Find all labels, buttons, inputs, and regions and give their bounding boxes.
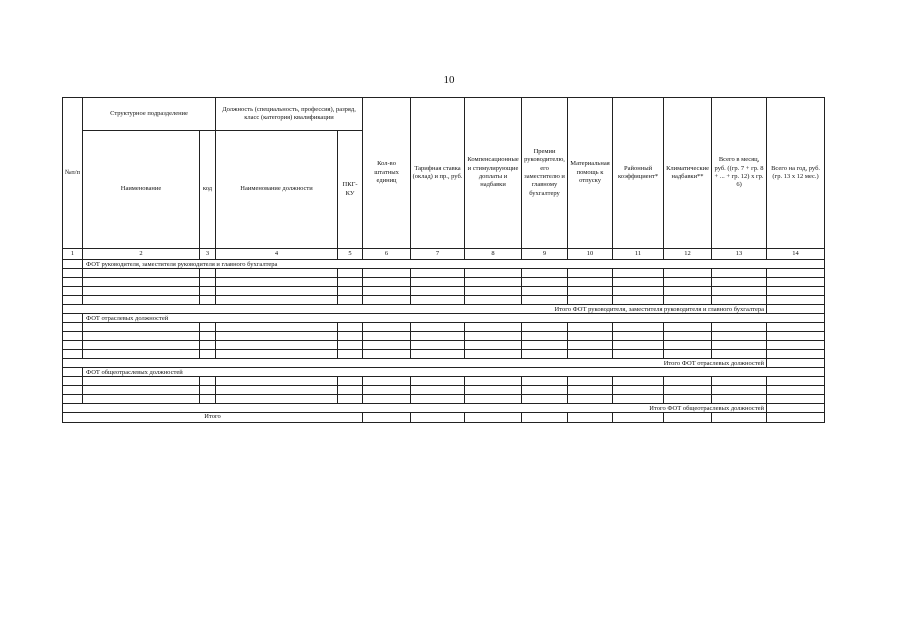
grand-total-row bbox=[63, 413, 825, 423]
table-cell bbox=[363, 386, 411, 395]
section-title: ФОТ отраслевых должностей bbox=[83, 314, 825, 323]
table-cell bbox=[712, 323, 767, 332]
table-cell bbox=[568, 278, 613, 287]
table-cell bbox=[522, 296, 568, 305]
grand-total-cell bbox=[568, 413, 613, 423]
table-cell bbox=[613, 287, 664, 296]
table-cell bbox=[767, 395, 825, 404]
table-cell bbox=[200, 386, 216, 395]
table-cell bbox=[200, 341, 216, 350]
table-cell bbox=[63, 278, 83, 287]
column-number: 5 bbox=[338, 249, 363, 260]
column-number: 11 bbox=[613, 249, 664, 260]
table-cell bbox=[83, 287, 200, 296]
table-cell bbox=[216, 278, 338, 287]
header-yearly-total: Всего на год, руб. (гр. 13 x 12 мес.) bbox=[767, 98, 825, 249]
section-title-row bbox=[63, 368, 825, 377]
section-title-row bbox=[63, 260, 825, 269]
grand-total-cell bbox=[363, 413, 411, 423]
empty-cell bbox=[63, 314, 83, 323]
table-cell bbox=[522, 332, 568, 341]
table-cell bbox=[664, 323, 712, 332]
section-total-row bbox=[63, 404, 825, 413]
table-cell bbox=[664, 350, 712, 359]
table-cell bbox=[63, 269, 83, 278]
table-cell bbox=[63, 332, 83, 341]
fot-table bbox=[62, 97, 825, 423]
table-cell bbox=[568, 323, 613, 332]
table-cell bbox=[63, 296, 83, 305]
header-position-group: Должность (специальность, профессия), разряд, класс (категория) квалификации bbox=[216, 98, 363, 131]
table-cell bbox=[712, 287, 767, 296]
table-cell bbox=[338, 278, 363, 287]
header-name: Наименование bbox=[83, 131, 200, 249]
fot-table-body bbox=[63, 260, 825, 423]
column-number: 2 bbox=[83, 249, 200, 260]
table-cell bbox=[613, 332, 664, 341]
grand-total-label: Итого bbox=[63, 413, 363, 423]
column-number: 8 bbox=[465, 249, 522, 260]
table-cell bbox=[568, 341, 613, 350]
table-cell bbox=[338, 377, 363, 386]
table-cell bbox=[465, 332, 522, 341]
table-cell bbox=[200, 323, 216, 332]
table-row bbox=[63, 287, 825, 296]
section-title-row bbox=[63, 314, 825, 323]
table-cell bbox=[363, 278, 411, 287]
table-cell bbox=[522, 287, 568, 296]
table-cell bbox=[216, 287, 338, 296]
table-cell bbox=[216, 269, 338, 278]
column-number: 4 bbox=[216, 249, 338, 260]
table-cell bbox=[363, 332, 411, 341]
table-cell bbox=[411, 341, 465, 350]
table-cell bbox=[767, 269, 825, 278]
section-total-value bbox=[767, 404, 825, 413]
table-cell bbox=[338, 350, 363, 359]
table-cell bbox=[465, 287, 522, 296]
table-cell bbox=[411, 350, 465, 359]
table-cell bbox=[411, 386, 465, 395]
table-cell bbox=[363, 395, 411, 404]
table-cell bbox=[63, 287, 83, 296]
table-row bbox=[63, 377, 825, 386]
table-row bbox=[63, 278, 825, 287]
table-cell bbox=[522, 350, 568, 359]
grand-total-cell bbox=[767, 413, 825, 423]
table-cell bbox=[712, 386, 767, 395]
table-cell bbox=[83, 323, 200, 332]
grand-total-cell bbox=[664, 413, 712, 423]
table-cell bbox=[338, 269, 363, 278]
section-title: ФОТ общеотраслевых должностей bbox=[83, 368, 825, 377]
header-struct-div: Структурное подразделение bbox=[83, 98, 216, 131]
table-cell bbox=[411, 323, 465, 332]
table-cell bbox=[83, 377, 200, 386]
table-cell bbox=[63, 395, 83, 404]
header-num: №п/п bbox=[63, 98, 83, 249]
table-cell bbox=[522, 395, 568, 404]
table-cell bbox=[613, 386, 664, 395]
grand-total-cell bbox=[522, 413, 568, 423]
table-cell bbox=[712, 341, 767, 350]
table-cell bbox=[200, 287, 216, 296]
table-cell bbox=[613, 395, 664, 404]
table-cell bbox=[363, 287, 411, 296]
table-cell bbox=[338, 323, 363, 332]
table-cell bbox=[664, 278, 712, 287]
header-climatic: Климатические надбавки** bbox=[664, 98, 712, 249]
table-cell bbox=[712, 278, 767, 287]
table-cell bbox=[216, 386, 338, 395]
table-cell bbox=[613, 377, 664, 386]
header-staff-units: Кол-во штатных единиц bbox=[363, 98, 411, 249]
header-code: код bbox=[200, 131, 216, 249]
column-number: 6 bbox=[363, 249, 411, 260]
column-number: 7 bbox=[411, 249, 465, 260]
table-cell bbox=[465, 341, 522, 350]
table-cell bbox=[363, 341, 411, 350]
table-cell bbox=[411, 278, 465, 287]
table-row bbox=[63, 323, 825, 332]
table-cell bbox=[363, 377, 411, 386]
column-number: 13 bbox=[712, 249, 767, 260]
table-row bbox=[63, 332, 825, 341]
table-cell bbox=[522, 269, 568, 278]
table-cell bbox=[200, 395, 216, 404]
column-number: 14 bbox=[767, 249, 825, 260]
table-cell bbox=[216, 341, 338, 350]
table-cell bbox=[613, 341, 664, 350]
table-cell bbox=[568, 296, 613, 305]
table-cell bbox=[767, 377, 825, 386]
grand-total-cell bbox=[613, 413, 664, 423]
table-cell bbox=[465, 278, 522, 287]
table-cell bbox=[712, 296, 767, 305]
header-bonus: Премии руководителю, его заместителю и главному бухгалтеру bbox=[522, 98, 568, 249]
table-cell bbox=[568, 350, 613, 359]
table-cell bbox=[338, 287, 363, 296]
column-numbers-row bbox=[63, 249, 825, 260]
table-cell bbox=[767, 332, 825, 341]
column-number: 12 bbox=[664, 249, 712, 260]
table-cell bbox=[83, 269, 200, 278]
table-cell bbox=[712, 350, 767, 359]
grand-total-cell bbox=[465, 413, 522, 423]
table-cell bbox=[613, 350, 664, 359]
table-cell bbox=[568, 386, 613, 395]
section-total-label: Итого ФОТ руководителя, заместителя руководителя и главного бухгалтера bbox=[63, 305, 767, 314]
table-cell bbox=[216, 377, 338, 386]
table-cell bbox=[664, 377, 712, 386]
table-cell bbox=[767, 296, 825, 305]
table-cell bbox=[411, 269, 465, 278]
table-cell bbox=[338, 386, 363, 395]
table-cell bbox=[522, 377, 568, 386]
table-cell bbox=[83, 350, 200, 359]
table-row bbox=[63, 296, 825, 305]
header-material-aid: Материальная помощь к отпуску bbox=[568, 98, 613, 249]
section-title: ФОТ руководителя, заместителя руководителя и главного бухгалтера bbox=[83, 260, 825, 269]
empty-cell bbox=[63, 368, 83, 377]
table-cell bbox=[411, 395, 465, 404]
table-cell bbox=[200, 278, 216, 287]
table-cell bbox=[712, 269, 767, 278]
table-cell bbox=[664, 269, 712, 278]
table-cell bbox=[83, 278, 200, 287]
table-cell bbox=[522, 323, 568, 332]
table-cell bbox=[613, 278, 664, 287]
table-row bbox=[63, 395, 825, 404]
table-cell bbox=[216, 323, 338, 332]
table-cell bbox=[200, 377, 216, 386]
table-cell bbox=[83, 341, 200, 350]
table-cell bbox=[83, 332, 200, 341]
table-cell bbox=[63, 386, 83, 395]
table-cell bbox=[83, 395, 200, 404]
table-cell bbox=[216, 296, 338, 305]
section-total-value bbox=[767, 359, 825, 368]
table-cell bbox=[465, 296, 522, 305]
table-cell bbox=[63, 350, 83, 359]
table-cell bbox=[767, 287, 825, 296]
table-cell bbox=[216, 350, 338, 359]
header-position-name: Наименование должности bbox=[216, 131, 338, 249]
column-number: 9 bbox=[522, 249, 568, 260]
table-cell bbox=[465, 395, 522, 404]
table-cell bbox=[767, 350, 825, 359]
section-total-label: Итого ФОТ отраслевых должностей bbox=[63, 359, 767, 368]
table-cell bbox=[63, 341, 83, 350]
table-cell bbox=[63, 377, 83, 386]
table-row bbox=[63, 341, 825, 350]
table-cell bbox=[465, 386, 522, 395]
table-cell bbox=[522, 386, 568, 395]
section-total-value bbox=[767, 305, 825, 314]
header-compensation: Компенсационные и стимулирующие доплаты и надбавки bbox=[465, 98, 522, 249]
table-cell bbox=[568, 377, 613, 386]
table-cell bbox=[664, 287, 712, 296]
table-cell bbox=[664, 332, 712, 341]
table-cell bbox=[664, 386, 712, 395]
table-cell bbox=[363, 350, 411, 359]
table-cell bbox=[338, 395, 363, 404]
header-pkg: ПКГ-КУ bbox=[338, 131, 363, 249]
header-monthly-total: Всего в месяц, руб. ((гр. 7 + гр. 8 + ... + гр. 12) x гр. 6) bbox=[712, 98, 767, 249]
table-cell bbox=[200, 332, 216, 341]
table-cell bbox=[216, 332, 338, 341]
table-cell bbox=[338, 296, 363, 305]
table-cell bbox=[664, 341, 712, 350]
column-number: 10 bbox=[568, 249, 613, 260]
table-cell bbox=[465, 350, 522, 359]
table-cell bbox=[411, 296, 465, 305]
table-cell bbox=[465, 269, 522, 278]
column-number: 1 bbox=[63, 249, 83, 260]
table-cell bbox=[411, 332, 465, 341]
table-cell bbox=[363, 269, 411, 278]
table-cell bbox=[465, 323, 522, 332]
table-cell bbox=[63, 323, 83, 332]
table-cell bbox=[83, 296, 200, 305]
table-cell bbox=[568, 287, 613, 296]
grand-total-cell bbox=[411, 413, 465, 423]
table-cell bbox=[613, 269, 664, 278]
table-cell bbox=[613, 296, 664, 305]
table-cell bbox=[200, 296, 216, 305]
table-cell bbox=[465, 377, 522, 386]
table-cell bbox=[363, 296, 411, 305]
table-cell bbox=[613, 323, 664, 332]
table-cell bbox=[216, 395, 338, 404]
table-cell bbox=[664, 296, 712, 305]
table-cell bbox=[200, 269, 216, 278]
table-cell bbox=[712, 395, 767, 404]
page-number: 10 bbox=[443, 74, 455, 86]
table-cell bbox=[568, 395, 613, 404]
table-cell bbox=[664, 395, 712, 404]
header-row-1 bbox=[63, 98, 825, 131]
column-number: 3 bbox=[200, 249, 216, 260]
table-cell bbox=[363, 323, 411, 332]
table-cell bbox=[712, 332, 767, 341]
table-cell bbox=[767, 278, 825, 287]
table-cell bbox=[200, 350, 216, 359]
table-cell bbox=[522, 278, 568, 287]
table-cell bbox=[712, 377, 767, 386]
table-cell bbox=[83, 386, 200, 395]
grand-total-cell bbox=[712, 413, 767, 423]
table-cell bbox=[522, 341, 568, 350]
table-row bbox=[63, 269, 825, 278]
table-cell bbox=[338, 341, 363, 350]
header-regional-coef: Районный коэффициент* bbox=[613, 98, 664, 249]
section-total-row bbox=[63, 359, 825, 368]
empty-cell bbox=[63, 260, 83, 269]
table-cell bbox=[568, 332, 613, 341]
table-cell bbox=[338, 332, 363, 341]
table-cell bbox=[767, 386, 825, 395]
section-total-row bbox=[63, 305, 825, 314]
header-tariff: Тарифная ставка (оклад) и пр., руб. bbox=[411, 98, 465, 249]
table-cell bbox=[767, 323, 825, 332]
table-cell bbox=[767, 341, 825, 350]
table-cell bbox=[568, 269, 613, 278]
table-cell bbox=[411, 377, 465, 386]
table-row bbox=[63, 350, 825, 359]
section-total-label: Итого ФОТ общеотраслевых должностей bbox=[63, 404, 767, 413]
table-row bbox=[63, 386, 825, 395]
table-cell bbox=[411, 287, 465, 296]
